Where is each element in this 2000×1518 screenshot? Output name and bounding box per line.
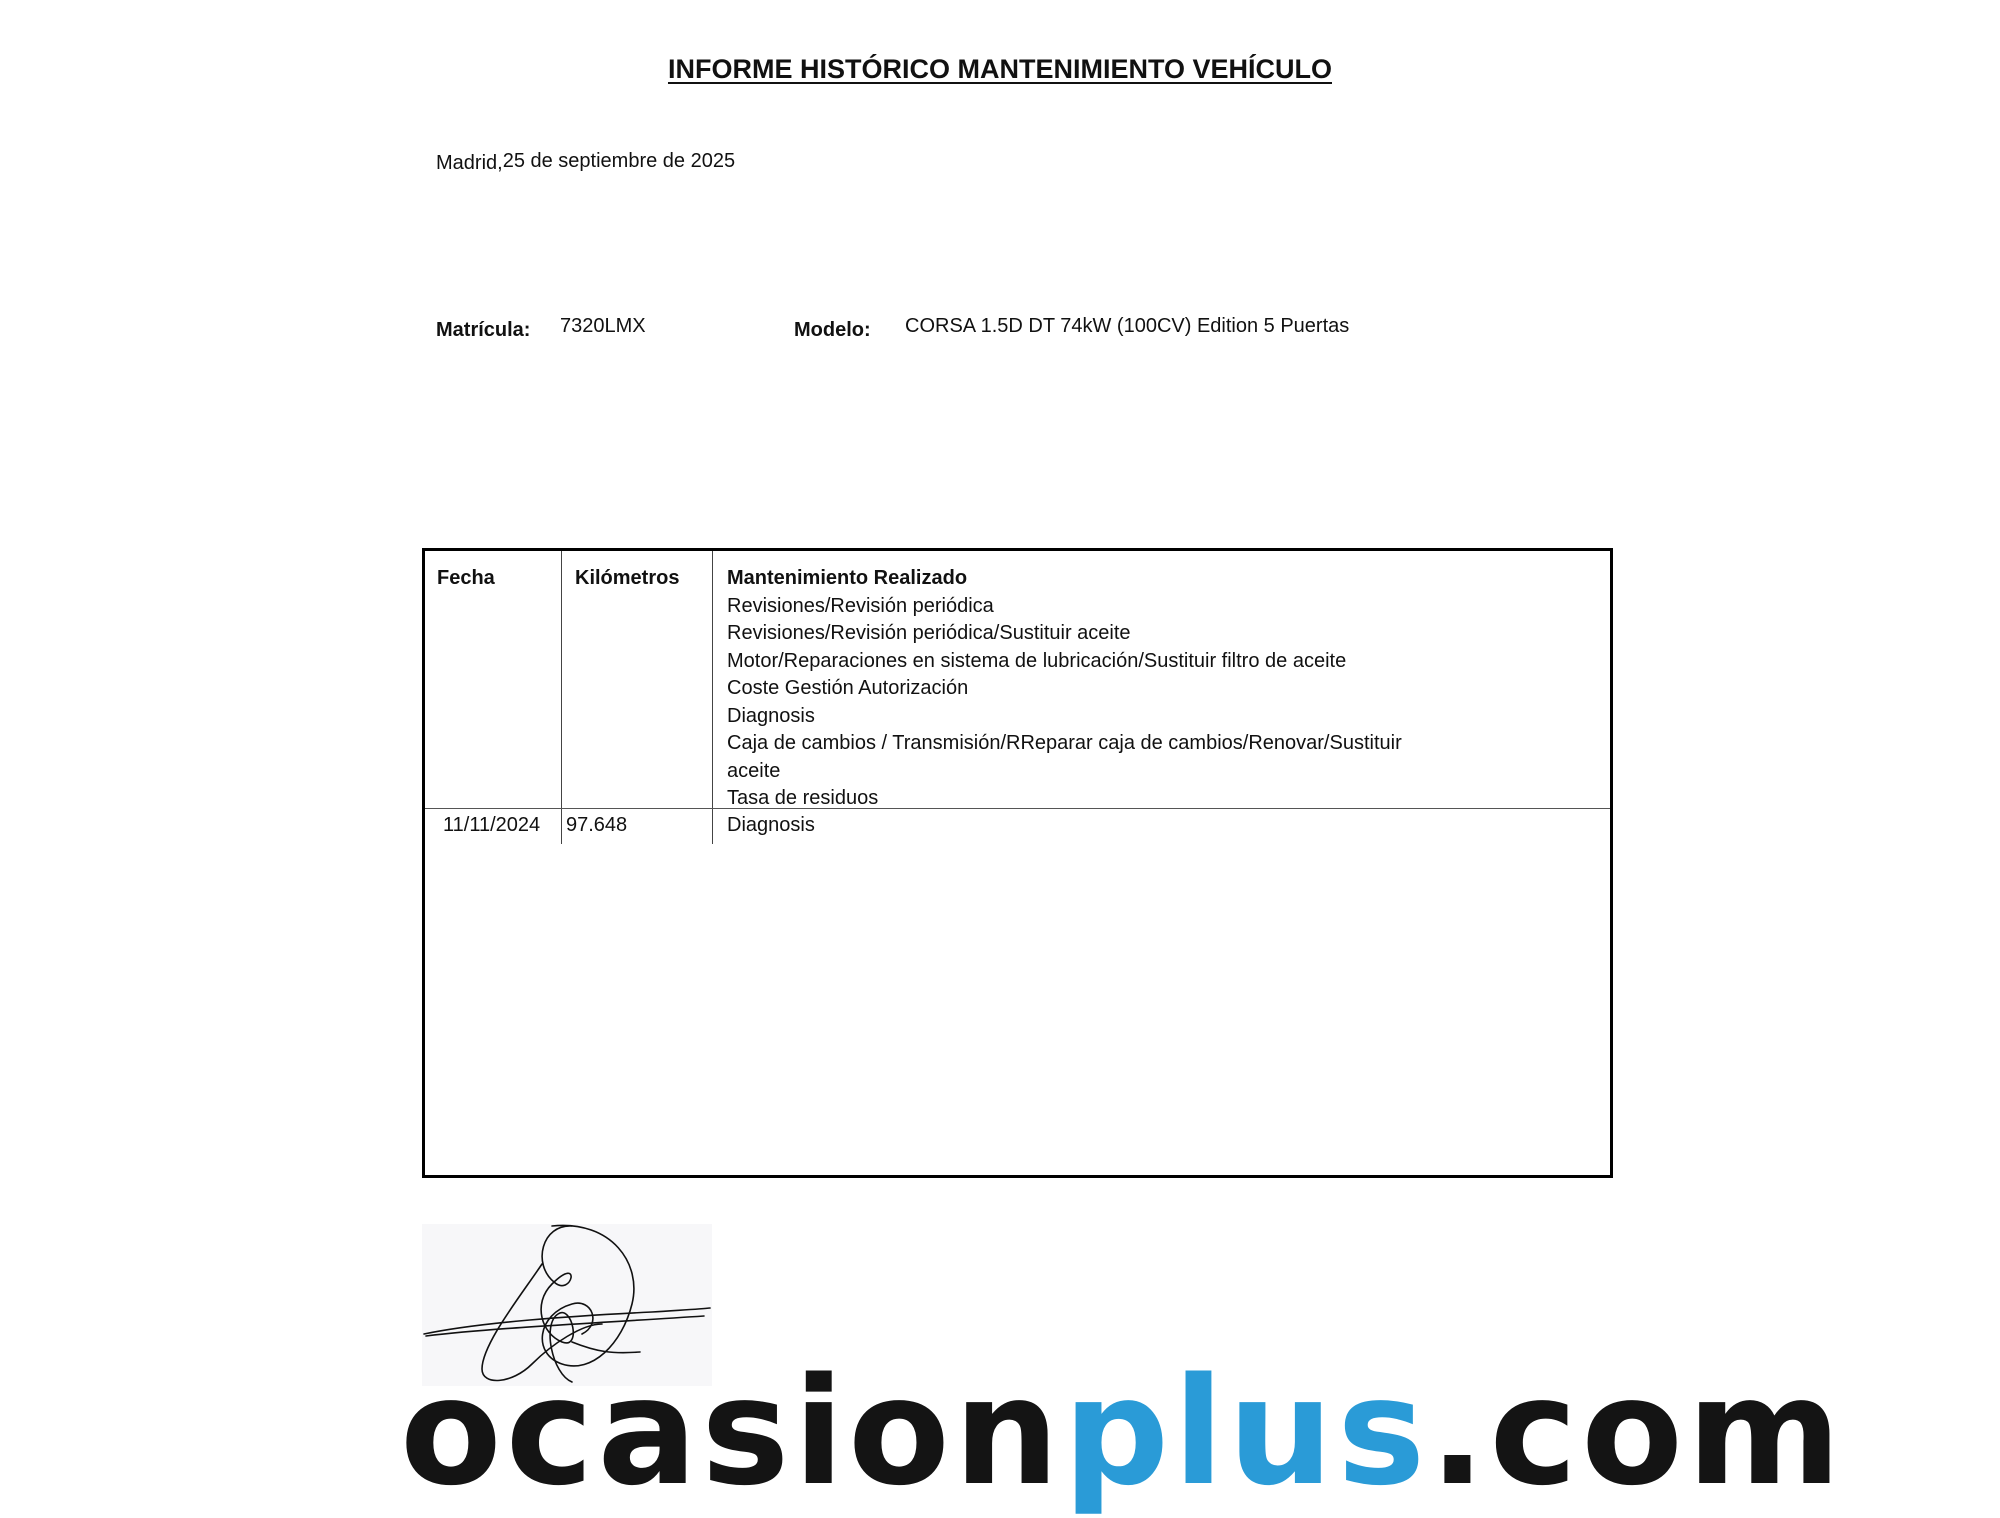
header-maintenance-cell (727, 565, 1402, 813)
plate-label: Matrícula: (436, 319, 531, 341)
header-maintenance: Mantenimiento Realizado (727, 567, 968, 589)
place-date-line (436, 150, 735, 175)
header-item: Motor/Reparaciones en sistema de lubricación/Sustituir filtro de aceite (727, 649, 1347, 672)
brand-part-plus: plus (1063, 1346, 1430, 1518)
column-divider (712, 551, 713, 844)
brand-part-ocasion: ocasion (400, 1346, 1064, 1518)
model-value: CORSA 1.5D DT 74kW (100CV) Edition 5 Puertas (905, 315, 1350, 337)
header-item: Revisiones/Revisión periódica (727, 594, 994, 617)
maintenance-table (422, 548, 1613, 1178)
header-km: Kilómetros (575, 567, 680, 589)
report-title: INFORME HISTÓRICO MANTENIMIENTO VEHÍCULO (667, 54, 1332, 84)
header-item: Diagnosis (727, 704, 815, 727)
header-item: Revisiones/Revisión periódica/Sustituir aceite (727, 622, 1131, 644)
model-label: Modelo: (794, 319, 871, 341)
row-km: 97.648 (566, 814, 628, 836)
row-maintenance: Diagnosis (727, 814, 815, 836)
header-item: Caja de cambios / Transmisión/RReparar caja de cambios/Renovar/Sustituir (727, 732, 1402, 754)
brand-logo (400, 1346, 1846, 1518)
header-item: Tasa de residuos (727, 787, 879, 809)
brand-part-com: .com (1429, 1346, 1846, 1518)
plate-value: 7320LMX (560, 315, 646, 337)
row-date: 11/11/2024 (443, 814, 541, 836)
header-date: Fecha (437, 567, 495, 589)
column-divider (561, 551, 562, 844)
place: Madrid, (436, 152, 503, 174)
header-item: Coste Gestión Autorización (727, 677, 969, 699)
header-item: aceite (727, 759, 781, 782)
report-date: 25 de septiembre de 2025 (502, 150, 736, 172)
